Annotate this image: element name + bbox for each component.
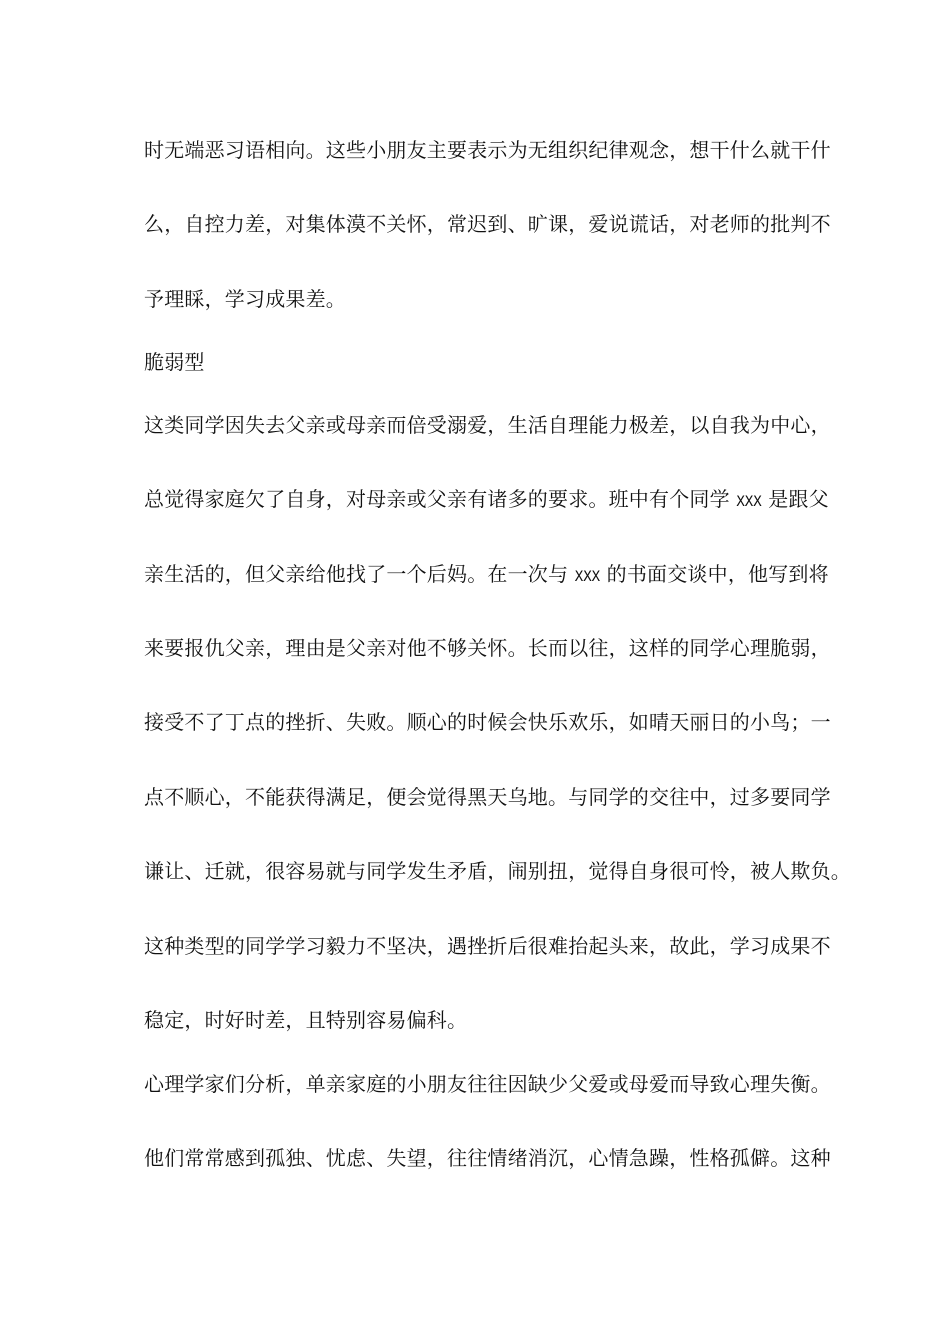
paragraph-2-line-5: 接受不了丁点的挫折、失败。顺心的时候会快乐欢乐，如晴天丽日的小鸟；一 [144, 710, 831, 734]
paragraph-2-line-2 [144, 486, 829, 515]
text-run: 总觉得家庭欠了自身，对母亲或父亲有诸多的要求。班中有个同学 [144, 487, 730, 511]
paragraph-3-line-1: 心理学家们分析，单亲家庭的小朋友往往因缺少父爱或母爱而导致心理失衡。 [144, 1072, 831, 1096]
redacted-name: XXX [574, 569, 601, 585]
paragraph-1-line-3: 予理睬，学习成果差。 [144, 287, 346, 311]
section-heading: 脆弱型 [144, 350, 205, 374]
paragraph-1-line-2: 么，自控力差，对集体漠不关怀，常迟到、旷课，爱说谎话，对老师的批判不 [144, 212, 831, 236]
text-run: 的书面交谈中，他写到将 [606, 562, 829, 586]
text-run: 是跟父 [768, 487, 829, 511]
paragraph-2-line-4: 来要报仇父亲，理由是父亲对他不够关怀。长而以往，这样的同学心理脆弱， [144, 636, 831, 660]
paragraph-2-line-1: 这类同学因失去父亲或母亲而倍受溺爱，生活自理能力极差，以自我为中心， [144, 413, 831, 437]
paragraph-2-line-3 [144, 561, 829, 590]
paragraph-2-line-6: 点不顺心，不能获得满足，便会觉得黑天乌地。与同学的交往中，过多要同学 [144, 785, 831, 809]
paragraph-2-line-8: 这种类型的同学学习毅力不坚决，遇挫折后很难抬起头来，故此，学习成果不 [144, 934, 831, 958]
redacted-name: XXX [736, 494, 762, 510]
paragraph-2-line-9: 稳定，时好时差，且特别容易偏科。 [144, 1008, 468, 1032]
text-run: 亲生活的，但父亲给他找了一个后妈。在一次与 [144, 562, 569, 586]
paragraph-3-line-2: 他们常常感到孤独、忧虑、失望，往往情绪消沉，心情急躁，性格孤僻。这种 [144, 1146, 831, 1170]
paragraph-1-line-1: 时无端恶习语相向。这些小朋友主要表示为无组织纪律观念，想干什么就干什 [144, 138, 831, 162]
paragraph-2-line-7: 谦让、迁就，很容易就与同学发生矛盾，闹别扭，觉得自身很可怜，被人欺负。 [144, 859, 851, 883]
